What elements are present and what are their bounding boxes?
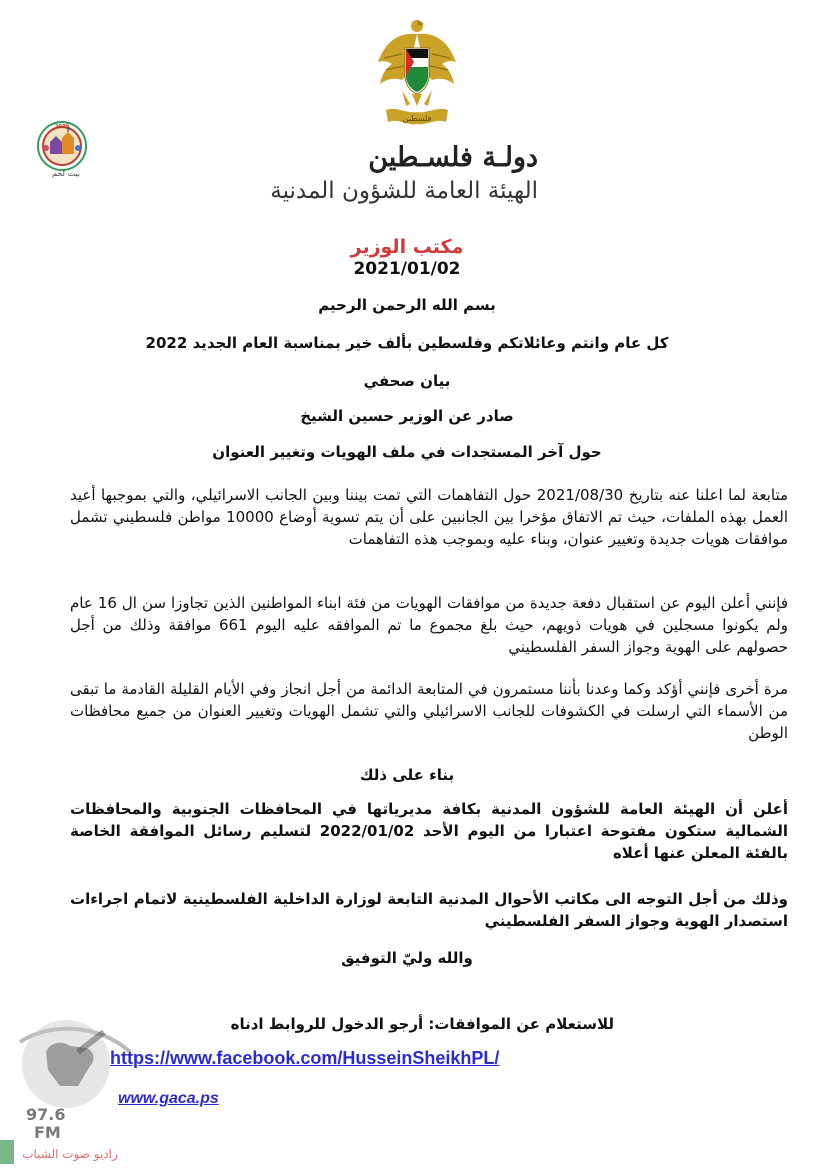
bethlehem-logo: [26, 118, 102, 178]
statement-subject: حول آخر المستجدات في ملف الهويات وتغيير العنوان: [212, 443, 602, 461]
side-logo-caption: بيت لحم: [52, 169, 80, 178]
radio-frequency: 97.6: [26, 1105, 66, 1124]
radio-name: راديو صوت الشباب: [22, 1147, 118, 1161]
statement-issuer: صادر عن الوزير حسين الشيخ: [300, 407, 514, 425]
statement-date: 2021/01/02: [353, 259, 461, 279]
inquiry-text: للاستعلام عن الموافقات: أرجو الدخول للروابط ادناه: [230, 1015, 614, 1033]
side-logo-year: 2020: [55, 124, 69, 130]
paragraph-4: أعلن أن الهيئة العامة للشؤون المدنية بكافة مديرياتها في المحافظات الجنوبية والمحافظات الشمالية ستكون مفتوحة اعتبارا من اليوم الأحد 2022/01/02 لتسليم رسائل الموافقة الخاصة بالفئة المعلن عنها أعلاه: [70, 800, 788, 862]
paragraph-2: فإنني أعلن اليوم عن استقبال دفعة جديدة من موافقات الهويات من فئة ابناء المواطنين الذين تجاوزا سن ال 16 عام ولم يكونوا مسجلين في هويات ذويهم، حيث بلغ مجموع ما تم الموافقه عليه اليوم 661 موافقة وذلك من أجل حصولهم على الهوية وجواز السفر الفلسطيني: [70, 594, 788, 656]
radio-band: FM: [34, 1123, 61, 1142]
paragraph-1: متابعة لما اعلنا عنه بتاريخ 2021/08/30 حول التفاهمات التي تمت بيننا وبين الجانب الاسرائيلي، والتي بموجبها أعيد العمل بهذه الملفات، حيث تم الاتفاق مؤخرا بين الجانبين على أن يتم تسوية أوضاع 10000 مواطن فلسطيني تشمل موافقات هويات جديدة وتغيير عنوان، وبناء عليه وبموجب هذه التفاهمات: [70, 486, 789, 548]
state-name: دولـة فلسـطين: [368, 142, 538, 173]
palestine-emblem: [372, 14, 462, 132]
paragraph-3: مرة أخرى فإنني أؤكد وكما وعدنا بأننا مستمرون في المتابعة الدائمة من أجل انجاز وفي الأيام القليلة القادمة ما تبقى من الأسماء التي ارسلت في الكشوفات للجانب الاسرائيلي والتي تشمل الهويات وتغيير العنوان من جميع محافظات الوطن: [70, 680, 788, 742]
website-link[interactable]: www.gaca.ps: [118, 1090, 219, 1107]
emblem-caption: فلسطين: [402, 114, 432, 123]
closing-phrase: والله وليّ التوفيق: [341, 949, 473, 967]
facebook-link[interactable]: https://www.facebook.com/HusseinSheikhPL/: [110, 1048, 500, 1068]
radio-watermark-logo: [0, 1012, 140, 1164]
authority-name: الهيئة العامة للشؤون المدنية: [270, 178, 538, 204]
statement-type: بيان صحفي: [363, 372, 451, 390]
paragraph-5: وذلك من أجل التوجه الى مكاتب الأحوال المدنية التابعة لوزارة الداخلية الفلسطينية لاتمام اجراءات استصدار الهوية وجواز السفر الفلسطيني: [70, 890, 788, 930]
new-year-greeting: كل عام وانتم وعائلاتكم وفلسطين بألف خير بمناسبة العام الجديد 2022: [145, 334, 669, 352]
basmala: بسم الله الرحمن الرحيم: [318, 296, 496, 314]
office-title: مكتب الوزير: [350, 236, 464, 258]
accordingly-heading: بناء على ذلك: [359, 766, 455, 784]
